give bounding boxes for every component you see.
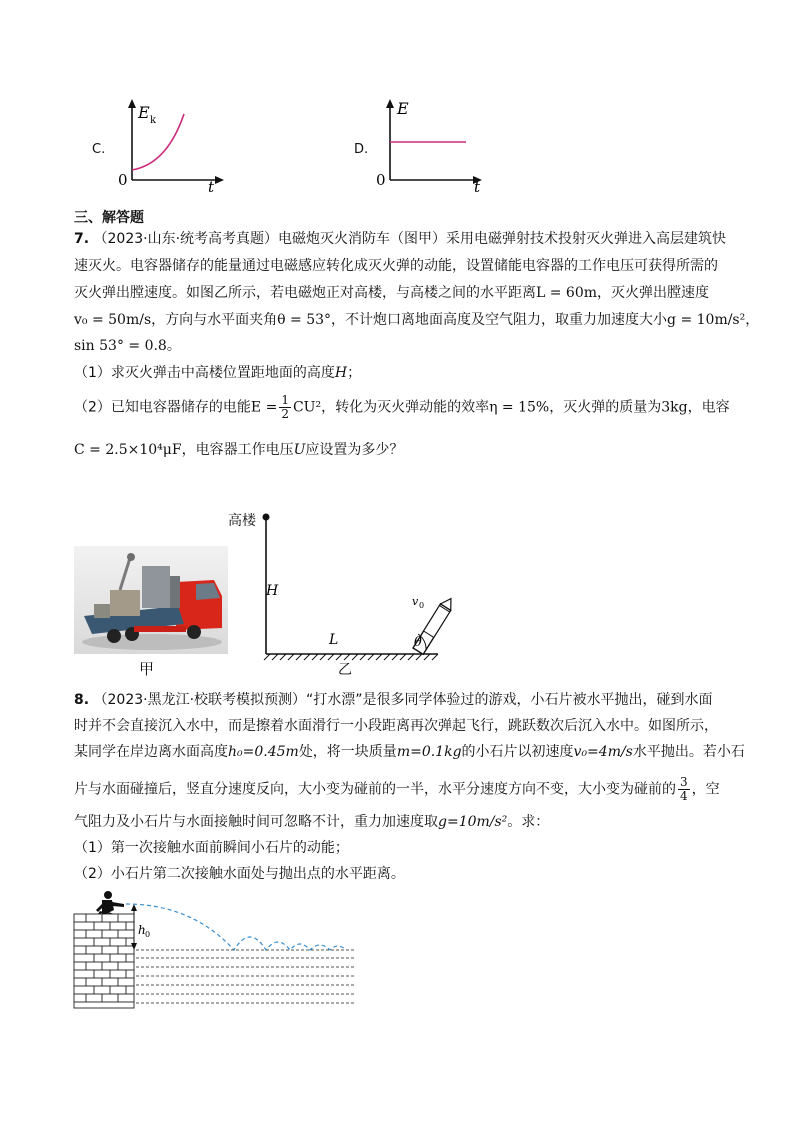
option-c-label: C. xyxy=(92,142,106,157)
q7-line3: 灭火弹出膛速度。如图乙所示，若电磁炮正对高楼，与高楼之间的水平距离L = 60m，灭火弹出膛速度 xyxy=(74,285,710,301)
ek-curve xyxy=(132,114,184,170)
q8-three-quarters: $\frac{3}{4}$ xyxy=(680,775,688,803)
section-title: 三、解答题 xyxy=(74,210,144,226)
c-origin-label: 0 xyxy=(118,171,128,189)
q8-h0-eq: h₀=0.45m xyxy=(228,744,299,760)
water-surface xyxy=(136,950,356,1003)
q8-sub2: （2）小石片第二次接触水面处与抛出点的水平距离。 xyxy=(74,866,405,882)
c-x-axis-label: t xyxy=(208,178,215,192)
skipping-stone-diagram xyxy=(72,890,362,1010)
q7-sub2: （2）已知电容器储存的电能E = $\frac{1}{2}$ CU²，转化为灭火弹动能的效率η = 15%，灭火弹的质量为3kg，电容 xyxy=(74,393,730,421)
stone-trajectory xyxy=(126,904,346,950)
q7-v0-eq: v₀ = 50m/s xyxy=(74,312,152,328)
q7-line1: 7. （2023·山东·统考高考真题）电磁炮灭火消防车（图甲）采用电磁弹射技术投射灭火弹进入高层建筑快 xyxy=(74,231,727,247)
q7-g-eq: g = 10m/s² xyxy=(667,312,746,328)
q8-g-eq: g=10m/s² xyxy=(438,814,508,830)
q7-mass: 3kg xyxy=(661,399,688,416)
option-d-label: D. xyxy=(354,142,369,157)
q7-line5: sin 53° = 0.8。 xyxy=(74,338,181,354)
fig-L-label: L xyxy=(329,632,339,648)
projectile-diagram xyxy=(222,500,462,680)
fig-theta-label: θ xyxy=(414,635,422,650)
thrower-person xyxy=(96,891,124,914)
fig-yi-label: 乙 xyxy=(338,662,352,678)
fig-h0-sub: 0 xyxy=(145,930,151,939)
q7-sub2-cont: C = 2.5×10⁴μF，电容器工作电压U应设置为多少？ xyxy=(74,442,404,458)
option-d-graph xyxy=(372,96,487,192)
fire-truck-photo xyxy=(74,546,228,654)
q7-sub1: （1）求灭火弹击中高楼位置距地面的高度H； xyxy=(74,365,362,381)
q8-line3: 某同学在岸边离水面高度h₀=0.45m处，将一块质量m=0.1kg的小石片以初速度v₀=4m/s水平抛出。若小石 xyxy=(74,744,745,760)
c-y-axis-sub: k xyxy=(150,115,157,126)
c-y-axis-label: E xyxy=(138,103,150,122)
q7-number: 7. xyxy=(74,231,90,247)
q8-line1: 8. （2023·黑龙江·校联考模拟预测）“打水漂”是很多同学体验过的游戏，小石片被水平抛出，碰到水面 xyxy=(74,692,713,708)
q8-v0-eq: v₀=4m/s xyxy=(573,744,633,760)
q8-number: 8. xyxy=(74,692,90,708)
d-y-axis-label: E xyxy=(397,99,409,118)
q7-eta-eq: η = 15% xyxy=(489,399,550,416)
q8-line4: 片与水面碰撞后，竖直分速度反向，大小变为碰前的一半，水平分速度方向不变，大小变为碰前的 $\frac{3}{4}$ ，空 xyxy=(74,775,720,803)
fig-v0-sub: 0 xyxy=(419,601,425,610)
q8-sub1: （1）第一次接触水面前瞬间小石片的动能； xyxy=(74,840,349,856)
fig-building-label: 高楼 xyxy=(228,513,256,529)
q8-line2: 时并不会直接沉入水中，而是擦着水面滑行一小段距离再次弹起飞行，跳跃数次后沉入水中。如图所示， xyxy=(74,718,718,734)
fig-jia-label: 甲 xyxy=(139,660,155,678)
q8-line5: 气阻力及小石片与水面接触时间可忽略不计，重力加速度取g=10m/s²。求： xyxy=(74,814,550,830)
brick-wall xyxy=(74,914,134,1008)
d-origin-label: 0 xyxy=(376,171,386,189)
fig-h0-label: h xyxy=(138,923,146,937)
q7-L-eq: L = 60m xyxy=(536,285,598,301)
building-hit-point xyxy=(263,514,270,521)
option-c-graph xyxy=(112,96,227,192)
fig-v0-label: v xyxy=(412,595,419,608)
q7-sin-eq: sin 53° = 0.8 xyxy=(74,338,167,354)
d-x-axis-label: t xyxy=(474,178,481,192)
q7-line4: v₀ = 50m/s，方向与水平面夹角θ = 53°，不计炮口离地面高度及空气阻力，取重力加速度大小g = 10m/s²， xyxy=(74,312,760,328)
q8-m-eq: m=0.1kg xyxy=(396,744,462,760)
fig-H-label: H xyxy=(266,583,279,599)
q7-half-fraction: $\frac{1}{2}$ xyxy=(281,393,289,421)
q7-theta-eq: θ = 53° xyxy=(277,312,332,328)
q7-C-eq: C = 2.5×10⁴μF xyxy=(74,442,182,458)
q7-line2: 速灭火。电容器储存的能量通过电磁感应转化成灭火弹的动能，设置储能电容器的工作电压可获得所需的 xyxy=(74,258,718,274)
